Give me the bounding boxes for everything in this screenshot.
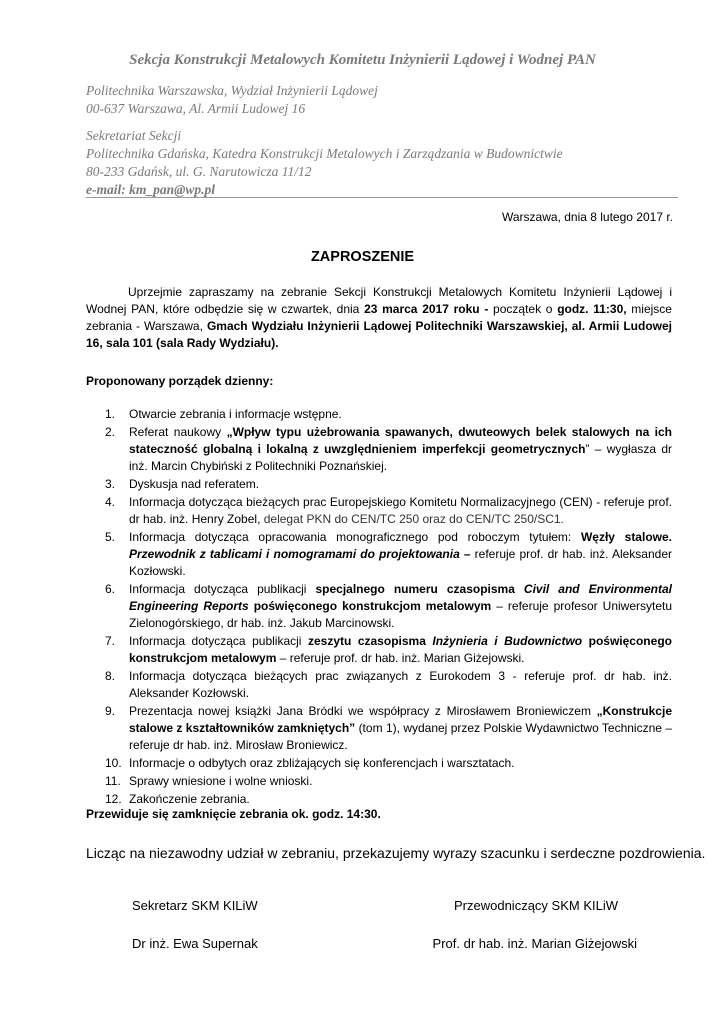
agenda-bold-text: Węzły stalowe. [580, 530, 672, 544]
intro-text: początek o [488, 302, 558, 316]
agenda-item-number: 3. [105, 477, 116, 491]
agenda-item-text [129, 581, 672, 632]
letter-date: Warszawa, dnia 8 lutego 2017 r. [502, 210, 673, 224]
agenda-item-number: 6. [105, 582, 116, 596]
meeting-place: Gmach Wydziału Inżynierii Lądowej Politechniki Warszawskiej, al. Armii Ludowej 16, sala 101 (sala Rady Wydziału). [86, 319, 672, 350]
agenda-bold-text: „Wpływ typu użebrowania spawanych, dwuteowych belek stalowych na ich stateczność globalną i lokalną z uwzględnieniem imperfekcji geometrycznych [129, 425, 672, 456]
agenda-bold-text: poświęconego konstrukcjom metalowym [248, 599, 492, 613]
agenda-item [105, 703, 672, 754]
agenda-item-number: 4. [105, 495, 116, 509]
agenda-item-text [129, 529, 672, 580]
agenda-item [105, 668, 672, 702]
agenda-bold-text: „Konstrukcje stalowe z kształtowników zamkniętych” [129, 704, 672, 735]
document-title: ZAPROSZENIE [310, 249, 415, 265]
email-address[interactable]: e-mail: km_pan@wp.pl [86, 182, 215, 197]
closing-time-note: Przewiduje się zamknięcie zebrania ok. godz. 14:30. [86, 807, 381, 821]
agenda-text: delegat PKN do CEN/TC 250 oraz do CEN/TC 250/SC1. [263, 512, 564, 526]
agenda-item-number: 10. [105, 756, 122, 770]
agenda-list [105, 406, 672, 809]
agenda-text: Informacja dotycząca bieżących prac Europejskiego Komitetu Normalizacyjnego (CEN) - referuje prof. dr hab. inż. Henry Zobel, [129, 495, 672, 526]
agenda-item-text [129, 633, 672, 667]
secretary-name: Dr inż. Ewa Supernak [132, 936, 258, 951]
agenda-text: – referuje prof. dr hab. inż. Marian Giżejowski. [276, 651, 525, 665]
agenda-item-number: 7. [105, 634, 116, 648]
agenda-item [105, 581, 672, 632]
agenda-item-text [129, 755, 672, 772]
agenda-text: Zakończenie zebrania. [129, 792, 250, 806]
agenda-text: Informacje o odbytych oraz zbliżających się konferencjach i warsztatach. [129, 756, 515, 770]
agenda-bold-italic-text: Inżynieria i Budownictwo [432, 634, 583, 648]
intro-paragraph [86, 284, 672, 352]
meeting-date: 23 marca 2017 roku - [364, 302, 489, 316]
agenda-bold-text: – [459, 547, 471, 561]
address-line: 00-637 Warszawa, Al. Armii Ludowej 16 [86, 101, 306, 116]
agenda-item-number: 9. [105, 704, 116, 718]
address-warsaw [86, 82, 678, 118]
agenda-text: Informacja dotycząca publikacji [129, 582, 316, 596]
agenda-item-text [129, 406, 672, 423]
agenda-item [105, 755, 672, 772]
agenda-text: referuje prof. dr hab. inż. Aleksander Kozłowski. [129, 547, 673, 578]
agenda-item-number: 8. [105, 669, 116, 683]
agenda-text: Otwarcie zebrania i informacje wstępne. [129, 407, 342, 421]
agenda-item [105, 773, 672, 790]
agenda-item-number: 5. [105, 530, 116, 544]
agenda-text: – referuje profesor Uniwersytetu Zielonogórskiego, dr hab. inż. Jakub Marcinowski. [129, 599, 673, 630]
agenda-heading: Proponowany porządek dzienny: [86, 374, 274, 388]
agenda-bold-italic-text: Civil and Environmental Engineering Reports [129, 582, 672, 613]
agenda-item-text [129, 773, 672, 790]
agenda-text: Referat naukowy [129, 425, 227, 439]
organization-title: Sekcja Konstrukcji Metalowych Komitetu Inżynierii Lądowej i Wodnej PAN [129, 52, 596, 68]
agenda-text: Informacja dotycząca publikacji [129, 634, 308, 648]
agenda-item-number: 12. [105, 792, 122, 806]
agenda-item [105, 406, 672, 423]
agenda-item [105, 529, 672, 580]
address-line: 80-233 Gdańsk, ul. G. Narutowicza 11/12 [86, 164, 312, 179]
address-secretariat [86, 127, 678, 199]
intro-text: miejsce zebrania - Warszawa, [86, 302, 672, 333]
agenda-item [105, 633, 672, 667]
agenda-text: Prezentacja nowej książki Jana Bródki we współpracy z Mirosławem Broniewiczem [129, 704, 597, 718]
agenda-bold-italic-text: Przewodnik z tablicami i nomogramami do projektowania [129, 547, 460, 561]
meeting-time: godz. 11:30, [557, 302, 627, 316]
agenda-item-text [129, 668, 672, 702]
header-divider [86, 197, 678, 198]
agenda-item-text [129, 494, 672, 528]
intro-text: Uprzejmie zapraszamy na zebranie Sekcji Konstrukcji Metalowych Komitetu Inżynierii Lądowej i Wodnej PAN, które odbędzie się w czwartek, dnia [86, 285, 672, 316]
agenda-item [105, 424, 672, 475]
greeting-text: Licząc na niezawodny udział w zebraniu, przekazujemy wyrazy szacunku i serdeczne pozdrowienia. [86, 845, 706, 861]
agenda-text: (tom 1), wydanej przez Polskie Wydawnictwo Techniczne – referuje dr hab. inż. Mirosław Broniewicz. [129, 721, 672, 752]
address-line: Politechnika Gdańska, Katedra Konstrukcji Metalowych i Zarządzania w Budownictwie [86, 146, 563, 161]
agenda-item-text [129, 703, 672, 754]
agenda-item [105, 476, 672, 493]
secretary-role: Sekretarz SKM KILiW [132, 898, 258, 913]
agenda-bold-text: specjalnego numeru czasopisma [315, 582, 524, 596]
agenda-item-text [129, 424, 672, 475]
agenda-item-text [129, 476, 672, 493]
agenda-bold-text: zeszytu czasopisma [307, 634, 433, 648]
agenda-item-number: 1. [105, 407, 116, 421]
agenda-item-number: 2. [105, 425, 116, 439]
chairman-role: Przewodniczący SKM KILiW [454, 898, 618, 913]
agenda-item-number: 11. [105, 774, 121, 788]
agenda-item [105, 494, 672, 528]
agenda-text: Sprawy wniesione i wolne wnioski. [129, 774, 313, 788]
address-line: Sekretariat Sekcji [86, 128, 182, 143]
chairman-name: Prof. dr hab. inż. Marian Giżejowski [432, 936, 637, 951]
agenda-text: Informacja dotycząca bieżących prac związanych z Eurokodem 3 - referuje prof. dr hab. inż. Aleksander Kozłowski. [129, 669, 672, 700]
agenda-text: ” – wygłasza dr inż. Marcin Chybiński z Politechniki Poznańskiej. [129, 442, 672, 473]
address-line: Politechnika Warszawska, Wydział Inżynierii Lądowej [86, 83, 378, 98]
agenda-bold-text: poświęconego konstrukcjom metalowym [129, 634, 672, 665]
agenda-text: Dyskusja nad referatem. [129, 477, 260, 491]
agenda-text: Informacja dotycząca opracowania monograficznego pod roboczym tytułem: [129, 530, 581, 544]
